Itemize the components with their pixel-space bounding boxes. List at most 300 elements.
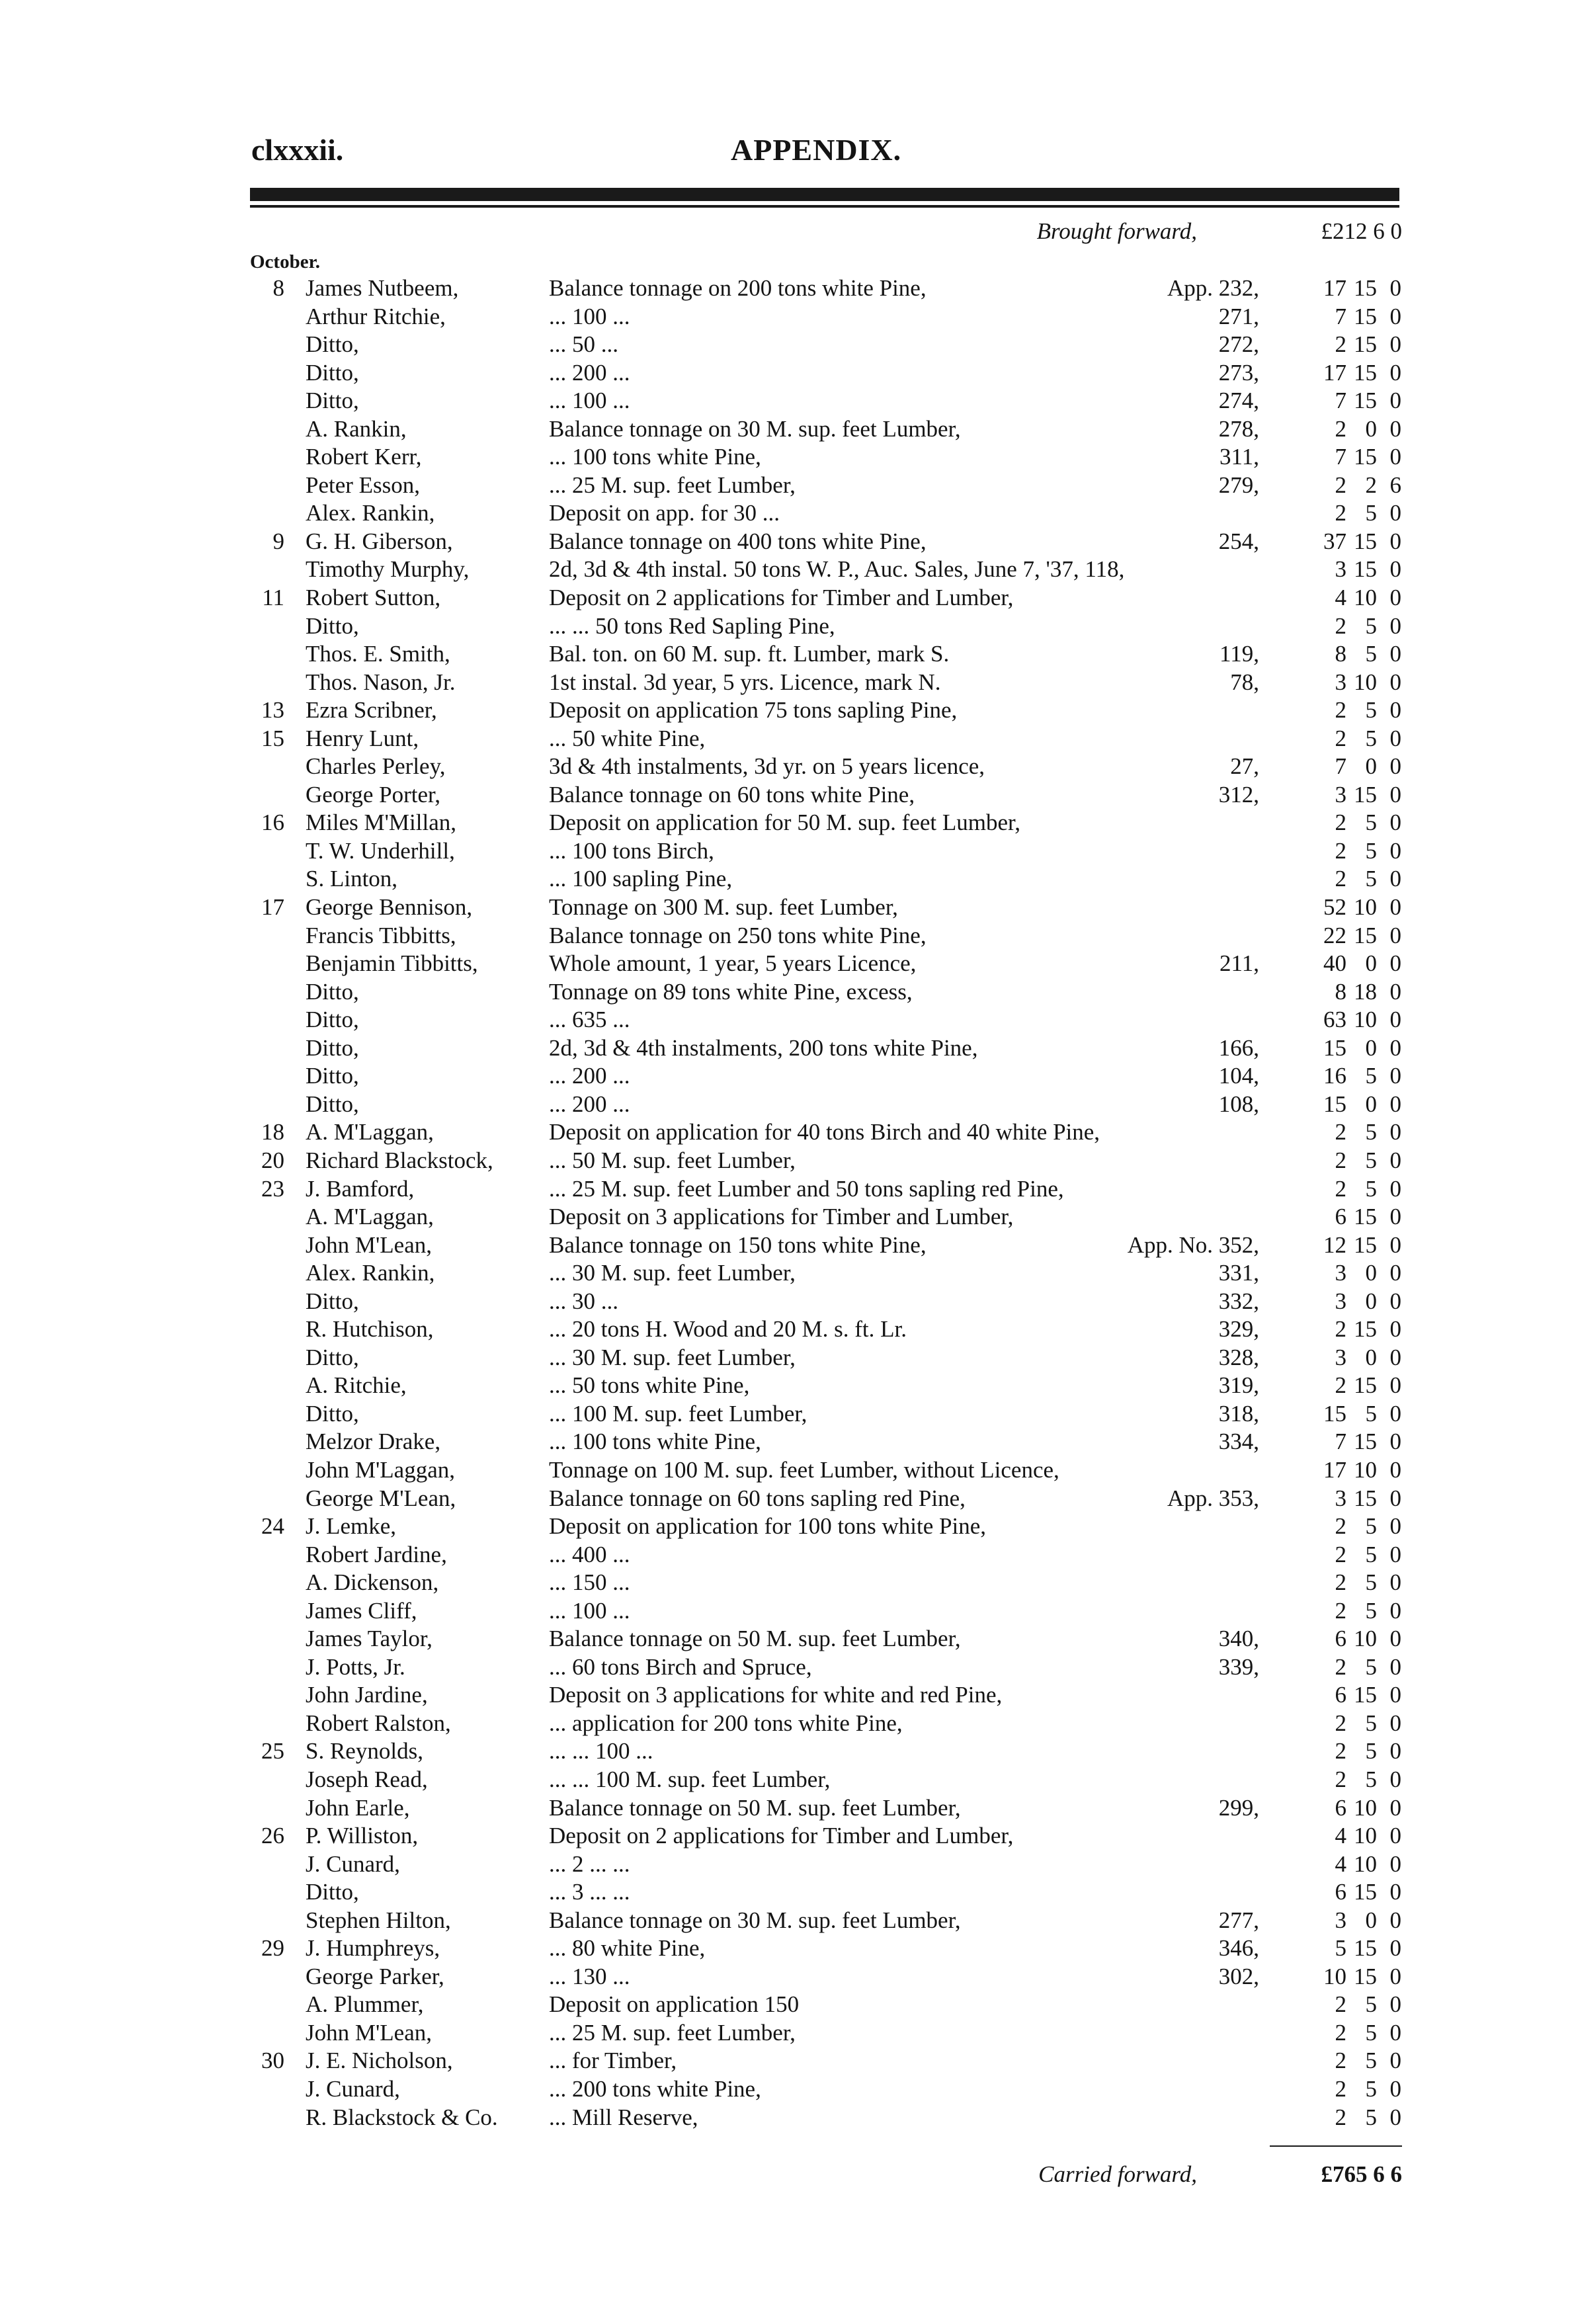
entry-reference: 319, <box>1218 1372 1259 1399</box>
entry-pounds: 2 <box>1335 2104 1346 2130</box>
entry-shillings: 15 <box>1354 1372 1377 1399</box>
entry-description: ... 20 tons H. Wood and 20 M. s. ft. Lr. <box>549 1316 907 1343</box>
entry-name: Benjamin Tibbitts, <box>306 950 478 977</box>
entry-reference: 119, <box>1219 641 1259 667</box>
ledger-row <box>0 1400 1570 1429</box>
entry-pounds: 4 <box>1335 1850 1346 1877</box>
entry-name: T. W. Underhill, <box>306 837 455 864</box>
entry-pounds: 15 <box>1323 1091 1346 1117</box>
entry-pounds: 3 <box>1335 669 1346 695</box>
entry-reference: 273, <box>1218 359 1259 386</box>
entry-name: Ditto, <box>306 1879 359 1905</box>
entry-pounds: 17 <box>1323 359 1346 386</box>
entry-pence: 0 <box>1389 1034 1401 1061</box>
ledger-row <box>0 893 1570 922</box>
entry-pence: 0 <box>1389 1316 1401 1343</box>
entry-pence: 0 <box>1389 1710 1401 1736</box>
entry-reference: 274, <box>1218 388 1259 414</box>
entry-description: ... 25 M. sup. feet Lumber, <box>549 472 796 498</box>
entry-pounds: 2 <box>1335 809 1346 836</box>
entry-pence: 0 <box>1389 2076 1401 2102</box>
entry-description: Tonnage on 100 M. sup. feet Lumber, without Licence, <box>549 1456 1059 1483</box>
entry-description: ... 400 ... <box>549 1541 630 1567</box>
entry-reference: 278, <box>1218 415 1259 442</box>
entry-name: Charles Perley, <box>306 753 446 780</box>
entry-reference: 346, <box>1218 1935 1259 1962</box>
entry-day: 26 <box>261 1823 284 1849</box>
entry-pounds: 3 <box>1335 1344 1346 1370</box>
entry-reference: 312, <box>1218 781 1259 808</box>
entry-description: ... application for 200 tons white Pine, <box>549 1710 903 1736</box>
ledger-row <box>0 387 1570 415</box>
entry-shillings: 5 <box>1365 2104 1377 2130</box>
entry-pounds: 8 <box>1335 641 1346 667</box>
ledger-row <box>0 443 1570 472</box>
entry-shillings: 5 <box>1365 866 1377 892</box>
entry-pence: 0 <box>1389 1823 1401 1849</box>
entry-day: 11 <box>262 585 284 611</box>
entry-name: Ditto, <box>306 1344 359 1370</box>
entry-shillings: 15 <box>1354 1935 1377 1962</box>
entry-description: ... 100 M. sup. feet Lumber, <box>549 1400 807 1427</box>
entry-pence: 0 <box>1389 585 1401 611</box>
entry-shillings: 5 <box>1365 1400 1377 1427</box>
entry-pounds: 3 <box>1335 1288 1346 1314</box>
entry-description: Whole amount, 1 year, 5 years Licence, <box>549 950 917 977</box>
entry-pounds: 2 <box>1335 331 1346 358</box>
entry-description: ... 3 ... ... <box>549 1879 630 1905</box>
entry-pounds: 12 <box>1323 1231 1346 1258</box>
entry-shillings: 0 <box>1365 1288 1377 1314</box>
page-number: clxxxii. <box>251 133 344 167</box>
entry-pounds: 2 <box>1335 415 1346 442</box>
entry-description: ... 150 ... <box>549 1569 630 1596</box>
entry-pounds: 2 <box>1335 1541 1346 1567</box>
entry-reference: 104, <box>1218 1063 1259 1089</box>
entry-pence: 0 <box>1389 641 1401 667</box>
brought-forward-line <box>250 218 1402 245</box>
entry-description: ... 100 ... <box>549 1597 630 1624</box>
ledger-row <box>0 1175 1570 1204</box>
entry-day: 13 <box>261 697 284 724</box>
entry-name: James Cliff, <box>306 1597 417 1624</box>
entry-description: ... 100 tons white Pine, <box>549 1429 761 1455</box>
entry-shillings: 15 <box>1354 1879 1377 1905</box>
entry-shillings: 15 <box>1354 444 1377 470</box>
entry-name: A. M'Laggan, <box>306 1204 434 1230</box>
entry-pounds: 2 <box>1335 2076 1346 2102</box>
entry-name: Timothy Murphy, <box>306 556 470 583</box>
entry-pounds: 2 <box>1335 2019 1346 2046</box>
entry-description: Deposit on app. for 30 ... <box>549 500 780 526</box>
brought-forward-label: Brought forward, <box>1036 218 1197 244</box>
entry-shillings: 0 <box>1365 1907 1377 1933</box>
ledger-row <box>0 1147 1570 1175</box>
entry-name: Alex. Rankin, <box>306 500 435 526</box>
entry-description: ... 80 white Pine, <box>549 1935 706 1962</box>
entry-description: Deposit on 2 applications for Timber and Lumber, <box>549 1823 1014 1849</box>
entry-shillings: 5 <box>1365 1119 1377 1145</box>
entry-description: ... 30 ... <box>549 1288 618 1314</box>
entry-name: A. M'Laggan, <box>306 1119 434 1145</box>
ledger-row <box>0 1231 1570 1260</box>
entry-pence: 0 <box>1389 1007 1401 1033</box>
entry-pence: 0 <box>1389 669 1401 695</box>
entry-pounds: 2 <box>1335 837 1346 864</box>
entry-pence: 0 <box>1389 1063 1401 1089</box>
ledger-row <box>0 753 1570 781</box>
entry-name: George M'Lean, <box>306 1485 456 1511</box>
entry-description: Deposit on 2 applications for Timber and Lumber, <box>549 585 1014 611</box>
entry-shillings: 10 <box>1354 1456 1377 1483</box>
entry-pounds: 3 <box>1335 1907 1346 1933</box>
entry-pounds: 2 <box>1335 1316 1346 1343</box>
entry-description: ... 25 M. sup. feet Lumber, <box>549 2019 796 2046</box>
ledger-row <box>0 1625 1570 1653</box>
entry-pounds: 7 <box>1335 444 1346 470</box>
entry-pence: 0 <box>1389 1147 1401 1173</box>
entry-pence: 0 <box>1389 331 1401 358</box>
entry-pence: 0 <box>1389 500 1401 526</box>
entry-name: Melzor Drake, <box>306 1429 441 1455</box>
entry-reference: App. 353, <box>1167 1485 1259 1511</box>
entry-shillings: 5 <box>1365 500 1377 526</box>
entry-pence: 0 <box>1389 894 1401 921</box>
entry-shillings: 18 <box>1354 978 1377 1005</box>
entry-pounds: 8 <box>1335 978 1346 1005</box>
entry-pence: 0 <box>1389 1429 1401 1455</box>
entry-pounds: 2 <box>1335 1710 1346 1736</box>
entry-pence: 0 <box>1389 275 1401 301</box>
entry-reference: 299, <box>1218 1794 1259 1821</box>
ledger-row <box>0 1456 1570 1485</box>
entry-shillings: 10 <box>1354 585 1377 611</box>
ledger-row <box>0 1513 1570 1541</box>
entry-shillings: 0 <box>1365 1034 1377 1061</box>
entry-pence: 0 <box>1389 1372 1401 1399</box>
entry-pence: 0 <box>1389 528 1401 554</box>
entry-name: Ezra Scribner, <box>306 697 437 724</box>
ledger-row <box>0 1934 1570 1963</box>
entry-description: ... 50 white Pine, <box>549 725 706 751</box>
entry-name: S. Reynolds, <box>306 1738 423 1764</box>
entry-name: John M'Lean, <box>306 2019 432 2046</box>
entry-shillings: 5 <box>1365 1766 1377 1792</box>
entry-shillings: 0 <box>1365 950 1377 977</box>
entry-name: James Nutbeem, <box>306 275 459 301</box>
entry-pence: 0 <box>1389 866 1401 892</box>
entry-shillings: 5 <box>1365 1569 1377 1596</box>
entry-name: A. Rankin, <box>306 415 407 442</box>
entry-name: Ditto, <box>306 1091 359 1117</box>
entry-shillings: 10 <box>1354 1823 1377 1849</box>
entry-pounds: 2 <box>1335 1372 1346 1399</box>
entry-pence: 0 <box>1389 753 1401 780</box>
ledger-row <box>0 1907 1570 1935</box>
entry-pounds: 15 <box>1323 1034 1346 1061</box>
entry-pounds: 7 <box>1335 1429 1346 1455</box>
entry-pence: 0 <box>1389 1963 1401 1989</box>
ledger-row <box>0 1006 1570 1034</box>
entry-reference: App. 232, <box>1167 275 1259 301</box>
ledger-row <box>0 1428 1570 1456</box>
ledger-row <box>0 1118 1570 1147</box>
entry-reference: 318, <box>1218 1400 1259 1427</box>
entry-pence: 0 <box>1389 1597 1401 1624</box>
ledger-row <box>0 2075 1570 2104</box>
ledger-row <box>0 2047 1570 2075</box>
entry-reference: 340, <box>1218 1626 1259 1652</box>
entry-pounds: 22 <box>1323 922 1346 948</box>
entry-shillings: 5 <box>1365 1541 1377 1567</box>
entry-pounds: 17 <box>1323 1456 1346 1483</box>
ledger-row <box>0 1034 1570 1063</box>
entry-pence: 0 <box>1389 1344 1401 1370</box>
entry-name: George Parker, <box>306 1963 444 1989</box>
entry-pence: 0 <box>1389 444 1401 470</box>
entry-pounds: 4 <box>1335 1823 1346 1849</box>
entry-description: 2d, 3d & 4th instal. 50 tons W. P., Auc. Sales, June 7, '37, 118, <box>549 556 1125 583</box>
entry-name: Ditto, <box>306 978 359 1005</box>
entry-reference: 108, <box>1218 1091 1259 1117</box>
entry-pence: 6 <box>1389 472 1401 498</box>
entry-description: ... 200 ... <box>549 359 630 386</box>
entry-shillings: 15 <box>1354 1682 1377 1708</box>
entry-description: ... for Timber, <box>549 2048 677 2074</box>
entry-pounds: 2 <box>1335 697 1346 724</box>
entry-description: Balance tonnage on 30 M. sup. feet Lumber, <box>549 1907 961 1933</box>
entry-description: ... 100 tons white Pine, <box>549 444 761 470</box>
entry-description: ... ... 100 M. sup. feet Lumber, <box>549 1766 831 1792</box>
ledger-row <box>0 837 1570 866</box>
entry-description: Balance tonnage on 50 M. sup. feet Lumber, <box>549 1626 961 1652</box>
ledger-row <box>0 1091 1570 1119</box>
entry-shillings: 5 <box>1365 1063 1377 1089</box>
entry-description: ... 100 ... <box>549 388 630 414</box>
entry-pence: 0 <box>1389 1288 1401 1314</box>
ledger-row <box>0 584 1570 612</box>
entry-description: Balance tonnage on 60 tons sapling red Pine, <box>549 1485 966 1511</box>
entry-pence: 0 <box>1389 1794 1401 1821</box>
entry-shillings: 10 <box>1354 1007 1377 1033</box>
entry-pounds: 3 <box>1335 781 1346 808</box>
entry-shillings: 5 <box>1365 1147 1377 1173</box>
entry-reference: 166, <box>1218 1034 1259 1061</box>
entry-shillings: 5 <box>1365 641 1377 667</box>
entry-pence: 0 <box>1389 697 1401 724</box>
entry-shillings: 15 <box>1354 331 1377 358</box>
entry-pounds: 6 <box>1335 1626 1346 1652</box>
entry-description: Deposit on application 75 tons sapling Pine, <box>549 697 958 724</box>
entry-shillings: 15 <box>1354 1429 1377 1455</box>
ledger-row <box>0 2019 1570 2048</box>
entry-pence: 0 <box>1389 1626 1401 1652</box>
entry-shillings: 10 <box>1354 1850 1377 1877</box>
ledger-row <box>0 612 1570 641</box>
entry-pence: 0 <box>1389 612 1401 639</box>
entry-pence: 0 <box>1389 1456 1401 1483</box>
entry-name: Arthur Ritchie, <box>306 303 446 329</box>
entry-shillings: 5 <box>1365 1597 1377 1624</box>
ledger-row <box>0 1681 1570 1710</box>
entry-pence: 0 <box>1389 1569 1401 1596</box>
entry-name: J. Humphreys, <box>306 1935 440 1962</box>
ledger-row <box>0 303 1570 331</box>
entry-shillings: 0 <box>1365 753 1377 780</box>
entry-shillings: 10 <box>1354 669 1377 695</box>
entry-description: Balance tonnage on 30 M. sup. feet Lumber, <box>549 415 961 442</box>
ledger-entries <box>0 274 1570 2132</box>
entry-name: James Taylor, <box>306 1626 433 1652</box>
ledger-row <box>0 1288 1570 1316</box>
entry-shillings: 10 <box>1354 1794 1377 1821</box>
entry-pence: 0 <box>1389 1850 1401 1877</box>
entry-pounds: 10 <box>1323 1963 1346 1989</box>
entry-name: Thos. E. Smith, <box>306 641 450 667</box>
entry-name: John Jardine, <box>306 1682 428 1708</box>
ledger-row <box>0 1259 1570 1288</box>
entry-description: Balance tonnage on 50 M. sup. feet Lumber, <box>549 1794 961 1821</box>
ledger-row <box>0 1485 1570 1513</box>
entry-pounds: 7 <box>1335 753 1346 780</box>
entry-pence: 0 <box>1389 1766 1401 1792</box>
carried-forward-label: Carried forward, <box>1038 2161 1197 2187</box>
entry-shillings: 5 <box>1365 1175 1377 1202</box>
entry-pounds: 6 <box>1335 1879 1346 1905</box>
ledger-row <box>0 1569 1570 1597</box>
entry-name: Robert Kerr, <box>306 444 422 470</box>
entry-day: 20 <box>261 1147 284 1173</box>
entry-shillings: 0 <box>1365 1344 1377 1370</box>
entry-pounds: 7 <box>1335 388 1346 414</box>
entry-pence: 0 <box>1389 1091 1401 1117</box>
entry-name: George Bennison, <box>306 894 473 921</box>
ledger-row <box>0 865 1570 893</box>
ledger-row <box>0 1203 1570 1231</box>
entry-day: 23 <box>261 1175 284 1202</box>
entry-shillings: 5 <box>1365 612 1377 639</box>
entry-pounds: 5 <box>1335 1935 1346 1962</box>
entry-day: 8 <box>272 275 284 301</box>
entry-description: ... 30 M. sup. feet Lumber, <box>549 1344 796 1370</box>
entry-pence: 0 <box>1389 2048 1401 2074</box>
entry-pence: 0 <box>1389 950 1401 977</box>
entry-description: ... 100 ... <box>549 303 630 329</box>
entry-description: Balance tonnage on 200 tons white Pine, <box>549 275 927 301</box>
entry-shillings: 15 <box>1354 359 1377 386</box>
ledger-row <box>0 331 1570 359</box>
entry-description: Tonnage on 89 tons white Pine, excess, <box>549 978 913 1005</box>
entry-reference: 27, <box>1230 753 1259 780</box>
entry-shillings: 15 <box>1354 556 1377 583</box>
entry-shillings: 15 <box>1354 1231 1377 1258</box>
entry-pence: 0 <box>1389 556 1401 583</box>
entry-description: ... ... 50 tons Red Sapling Pine, <box>549 612 835 639</box>
entry-shillings: 5 <box>1365 2019 1377 2046</box>
entry-pence: 0 <box>1389 388 1401 414</box>
entry-shillings: 5 <box>1365 1513 1377 1540</box>
entry-shillings: 5 <box>1365 1738 1377 1764</box>
entry-name: Richard Blackstock, <box>306 1147 493 1173</box>
entry-reference: 78, <box>1230 669 1259 695</box>
entry-description: 2d, 3d & 4th instalments, 200 tons white Pine, <box>549 1034 978 1061</box>
entry-description: ... 60 tons Birch and Spruce, <box>549 1653 812 1680</box>
ledger-row <box>0 528 1570 556</box>
entry-reference: 328, <box>1218 1344 1259 1370</box>
entry-reference: 329, <box>1218 1316 1259 1343</box>
ledger-row <box>0 978 1570 1007</box>
entry-pence: 0 <box>1389 1260 1401 1286</box>
entry-reference: 254, <box>1218 528 1259 554</box>
entry-pounds: 2 <box>1335 1653 1346 1680</box>
entry-description: ... 100 tons Birch, <box>549 837 714 864</box>
entry-description: ... 30 M. sup. feet Lumber, <box>549 1260 796 1286</box>
ledger-row <box>0 1372 1570 1400</box>
ledger-row <box>0 274 1570 303</box>
entry-name: G. H. Giberson, <box>306 528 453 554</box>
entry-shillings: 0 <box>1365 1091 1377 1117</box>
entry-pounds: 7 <box>1335 303 1346 329</box>
entry-reference: 339, <box>1218 1653 1259 1680</box>
entry-description: ... 25 M. sup. feet Lumber and 50 tons sapling red Pine, <box>549 1175 1064 1202</box>
entry-name: Miles M'Millan, <box>306 809 456 836</box>
entry-pounds: 2 <box>1335 1766 1346 1792</box>
entry-pence: 0 <box>1389 1400 1401 1427</box>
entry-description: ... Mill Reserve, <box>549 2104 698 2130</box>
entry-pounds: 2 <box>1335 612 1346 639</box>
ledger-row <box>0 1794 1570 1823</box>
entry-shillings: 5 <box>1365 1653 1377 1680</box>
entry-shillings: 0 <box>1365 1260 1377 1286</box>
entry-description: ... 200 tons white Pine, <box>549 2076 761 2102</box>
entry-shillings: 5 <box>1365 1991 1377 2018</box>
ledger-row <box>0 1653 1570 1682</box>
entry-description: ... 50 tons white Pine, <box>549 1372 750 1399</box>
ledger-row <box>0 2104 1570 2132</box>
entry-pounds: 2 <box>1335 1991 1346 2018</box>
ledger-row <box>0 1766 1570 1794</box>
carried-forward-line <box>250 2161 1402 2188</box>
entry-pounds: 2 <box>1335 1147 1346 1173</box>
entry-pounds: 2 <box>1335 866 1346 892</box>
entry-pounds: 2 <box>1335 500 1346 526</box>
entry-pounds: 52 <box>1323 894 1346 921</box>
ledger-row <box>0 1963 1570 1991</box>
entry-description: ... 200 ... <box>549 1063 630 1089</box>
ledger-row <box>0 1541 1570 1569</box>
entry-name: Robert Sutton, <box>306 585 441 611</box>
entry-pence: 0 <box>1389 922 1401 948</box>
entry-pounds: 63 <box>1323 1007 1346 1033</box>
entry-shillings: 15 <box>1354 1485 1377 1511</box>
entry-reference: 272, <box>1218 331 1259 358</box>
entry-pence: 0 <box>1389 1991 1401 2018</box>
ledger-row <box>0 696 1570 725</box>
entry-name: Joseph Read, <box>306 1766 428 1792</box>
entry-pounds: 2 <box>1335 2048 1346 2074</box>
entry-pence: 0 <box>1389 1541 1401 1567</box>
ledger-row <box>0 415 1570 444</box>
entry-pounds: 3 <box>1335 556 1346 583</box>
entry-name: Francis Tibbitts, <box>306 922 456 948</box>
entry-name: S. Linton, <box>306 866 398 892</box>
entry-description: Deposit on 3 applications for white and red Pine, <box>549 1682 1003 1708</box>
month-heading: October. <box>250 251 321 272</box>
entry-reference: 279, <box>1218 472 1259 498</box>
entry-pence: 0 <box>1389 359 1401 386</box>
entry-pounds: 6 <box>1335 1682 1346 1708</box>
ledger-row <box>0 950 1570 978</box>
